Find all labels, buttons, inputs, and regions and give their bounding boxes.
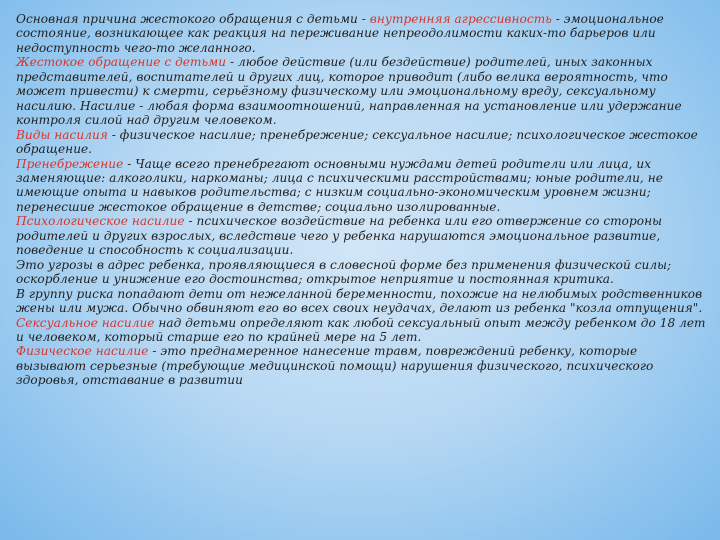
psychological-definition: - психическое воздействие на ребенка или его отвержение со стороны родителей и других взрослых, вследствие чего у ребенка нарушаются эмоциональное развитие, поведение и способность к социализации. xyxy=(16,214,663,258)
sexual-term: Сексуальное насилие xyxy=(16,315,155,330)
risk-group-text: В группу риска попадают дети от нежеланной беременности, похожие на нелюбимых родственников жены или мужа. Обычно обвиняют его во всех своих неудачах, делают из ребенка "козла отпущения". xyxy=(16,286,703,316)
paragraph-psychological xyxy=(16,214,706,257)
violence-types-term: Виды насилия xyxy=(16,127,108,142)
sexual-definition: над детьми определяют как любой сексуальный опыт между ребенком до 18 лет и человеком, который старше его по крайней мере на 5 лет. xyxy=(16,315,706,344)
paragraph-violence-types xyxy=(16,128,706,157)
paragraph-sexual xyxy=(16,316,706,345)
psychological-term: Психологическое насилие xyxy=(16,214,185,229)
aggressiveness-term: внутренняя агрессивность xyxy=(369,12,552,26)
main-cause-text: Основная причина жестокого обращения с детьми - xyxy=(16,12,370,26)
neglect-term: Пренебрежение xyxy=(16,156,124,171)
abuse-term: Жестокое обращение с детьми xyxy=(16,55,227,70)
slide-body-text xyxy=(16,12,706,388)
paragraph-neglect xyxy=(16,157,706,215)
neglect-definition: - Чаще всего пренебрегают основными нуждами детей родители или лица, их заменяющие: алкоголики, наркоманы; лица с психическими расстройствами; юные родители, не имеющие опыта и навыков родительства; с низким социально-экономическим уровнем жизни; перенесшие жестокое обращение в детстве; социально изолированные. xyxy=(16,156,663,214)
physical-definition: - это преднамеренное нанесение травм, повреждений ребенку, которые вызывают серьезные (требующие медицинской помощи) нарушения физического, психического здоровья, отставание в развитии xyxy=(16,344,654,388)
main-cause-definition: - эмоциональное состояние, возникающее как реакция на переживание непреодолимости каких-то барьеров или недоступность чего-то желанного. xyxy=(16,12,664,55)
physical-term: Физическое насилие xyxy=(16,344,149,359)
paragraph-main-cause xyxy=(16,12,706,55)
paragraph-threats xyxy=(16,258,706,287)
paragraph-physical xyxy=(16,344,706,387)
paragraph-risk-group xyxy=(16,287,706,316)
abuse-definition: - любое действие (или бездействие) родителей, иных законных представителей, воспитателей и других лиц, которое приводит (либо велика вероятность, что может привести) к смерти, серьёзному физическому или эмоциональному вреду, сексуальному насилию. Насилие - любая форма взаимоотношений, направленная на установление или удержание контроля силой над другим человеком. xyxy=(16,55,682,128)
violence-types-list: - физическое насилие; пренебрежение; сексуальное насилие; психологическое жестокое обращение. xyxy=(16,127,698,157)
threats-text: Это угрозы в адрес ребенка, проявляющиеся в словесной форме без применения физической силы; оскорбление и унижение его достоинства; открытое неприятие и постоянная критика. xyxy=(16,257,672,287)
paragraph-abuse-definition xyxy=(16,55,706,127)
